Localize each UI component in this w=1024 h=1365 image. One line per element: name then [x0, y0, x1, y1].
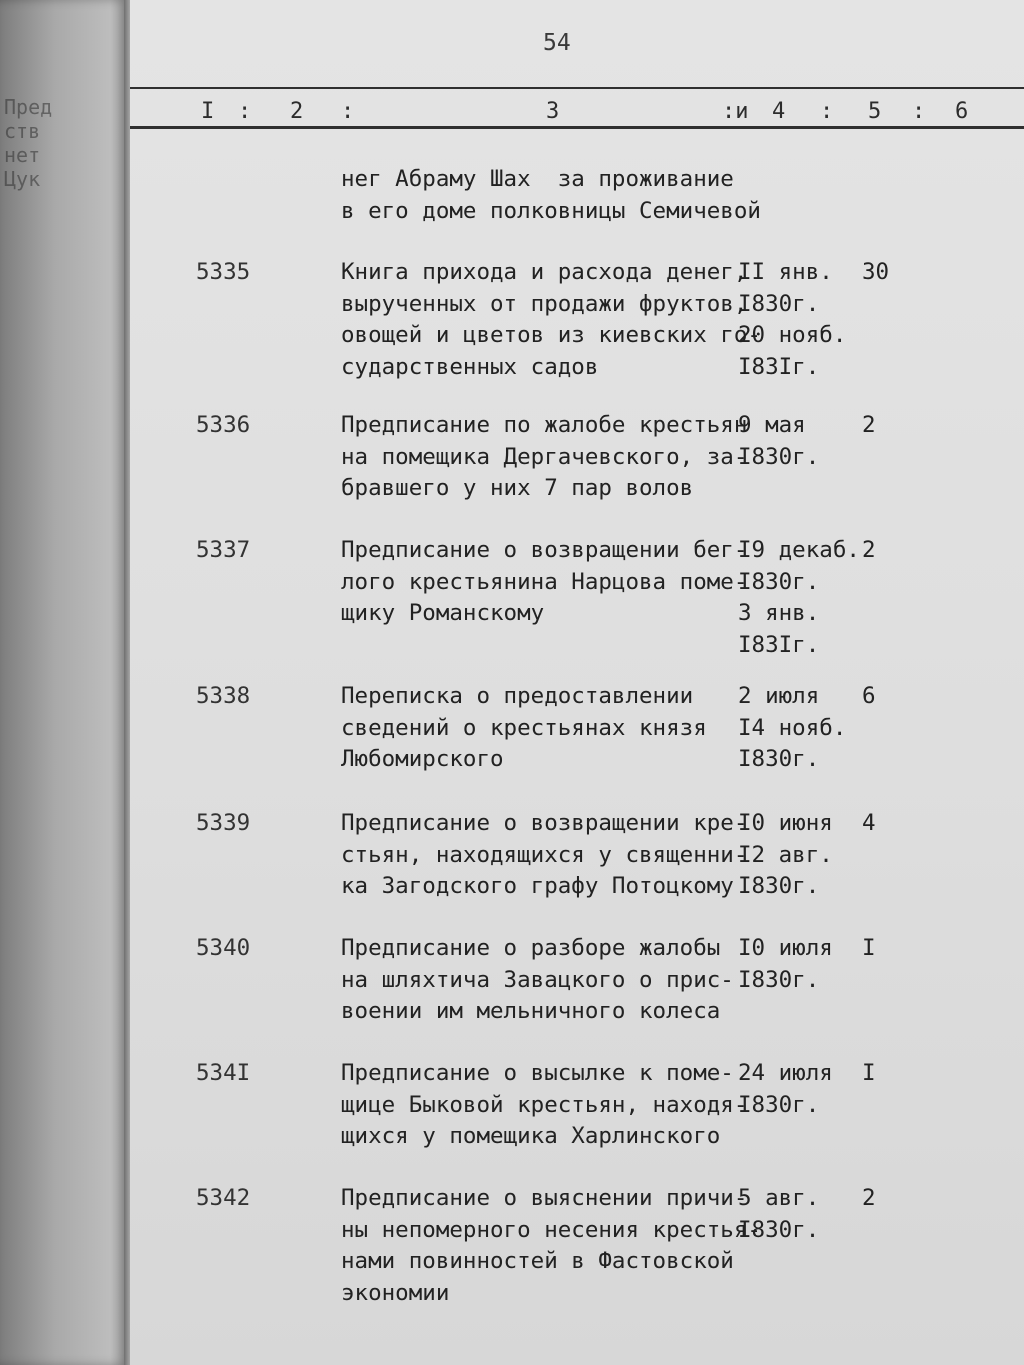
description-line: овощей и цветов из киевских го-	[341, 322, 761, 348]
entry-dates	[738, 808, 858, 903]
description-line: Предписание по жалобе крестьян	[341, 412, 748, 438]
date-line: 5 авг.	[738, 1185, 820, 1211]
column-header-separator: :	[912, 99, 926, 124]
adjacent-page-bleed: Пред ств нет Цук	[4, 95, 53, 191]
column-header-3: 3	[546, 99, 560, 124]
entry-number: 5339	[196, 810, 251, 836]
entry-number: 534I	[196, 1060, 251, 1086]
entry-dates	[738, 535, 858, 661]
entry-dates	[738, 933, 858, 996]
description-line: щице Быковой крестьян, находя-	[341, 1091, 748, 1118]
description-line: стьян, находящихся у священни-	[341, 841, 748, 868]
date-line: I0 июля	[738, 935, 833, 961]
date-line: II янв.	[738, 259, 833, 285]
date-line: I830г.	[738, 873, 820, 899]
description-line: бравшего у них 7 пар волов	[341, 475, 694, 501]
column-header-separator: :	[341, 99, 355, 124]
date-line: I830г.	[738, 746, 820, 772]
description-line: Предписание о возвращении бег-	[341, 537, 748, 563]
date-line: I830г.	[738, 1091, 820, 1118]
entry-description	[341, 808, 748, 903]
description-line: Предписание о разборе жалобы	[341, 935, 721, 961]
column-header-separator: :	[820, 99, 834, 124]
description-line: Предписание о высылке к поме-	[341, 1060, 734, 1086]
column-header-5: 5	[868, 99, 882, 124]
description-line: ны непомерного несения крестья-	[341, 1216, 761, 1243]
entry-sheet-count: I	[862, 1060, 876, 1086]
description-line: сведений о крестьянах князя	[341, 714, 707, 741]
entry-dates	[738, 257, 858, 383]
description-line: вырученных от продажи фруктов,	[341, 290, 748, 317]
entry-description	[341, 1183, 761, 1309]
date-line: I830г.	[738, 568, 820, 595]
entry-description	[341, 257, 761, 383]
description-line: Переписка о предоставлении	[341, 683, 694, 709]
column-header-2: 2	[290, 99, 304, 124]
date-line: I83Iг.	[738, 631, 820, 658]
entry-description	[341, 410, 748, 505]
entry-sheet-count: 4	[862, 810, 876, 836]
entry-dates	[738, 1058, 858, 1121]
description-line: щихся у помещика Харлинского	[341, 1123, 721, 1149]
adjacent-page-edge	[0, 0, 128, 1365]
entry-dates	[738, 681, 858, 776]
header-rule-top	[130, 87, 1024, 89]
date-line: I9 декаб.	[738, 537, 860, 563]
entry-sheet-count: 6	[862, 683, 876, 709]
column-header-4: 4	[772, 99, 786, 124]
description-line: в его доме полковницы Семичевой	[341, 197, 761, 224]
entry-number: 5340	[196, 935, 251, 961]
description-line: Любомирского	[341, 746, 504, 772]
entry-number: 5342	[196, 1185, 251, 1211]
date-line: I830г.	[738, 1216, 820, 1243]
entry-sheet-count: 2	[862, 412, 876, 438]
header-rule-bottom	[130, 126, 1024, 129]
description-line: Предписание о возвращении кре-	[341, 810, 748, 836]
entry-number: 5338	[196, 683, 251, 709]
date-line: I830г.	[738, 290, 820, 317]
entry-number: 5336	[196, 412, 251, 438]
entry-dates	[738, 410, 858, 473]
column-header-6: 6	[955, 99, 969, 124]
entry-description	[341, 1058, 748, 1153]
entry-sheet-count: 30	[862, 259, 890, 285]
entry-description	[341, 933, 741, 1028]
entry-dates	[738, 1183, 858, 1246]
date-line: I2 авг.	[738, 841, 833, 868]
date-line: I0 июня	[738, 810, 833, 836]
description-line: нег Абраму Шах за проживание	[341, 166, 734, 192]
description-line: на шляхтича Завацкого о прис-	[341, 966, 734, 993]
entry-sheet-count: 2	[862, 537, 876, 563]
description-line: щику Романскому	[341, 600, 545, 626]
entry-sheet-count: I	[862, 935, 876, 961]
entry-description	[341, 164, 761, 227]
date-line: 2 июля	[738, 683, 820, 709]
date-line: I83Iг.	[738, 353, 820, 380]
entry-description	[341, 535, 748, 630]
entry-sheet-count: 2	[862, 1185, 876, 1211]
date-line: I830г.	[738, 443, 820, 470]
date-line: I830г.	[738, 966, 820, 993]
date-line: 3 янв.	[738, 600, 820, 626]
entry-number: 5337	[196, 537, 251, 563]
date-line: I4 нояб.	[738, 714, 847, 741]
description-line: Книга прихода и расхода денег,	[341, 259, 748, 285]
entry-number: 5335	[196, 259, 251, 285]
date-line: 9 мая	[738, 412, 806, 438]
description-line: лого крестьянина Нарцова поме-	[341, 568, 748, 595]
column-header-separator: :и	[722, 99, 749, 124]
column-header-1: I	[201, 99, 215, 124]
description-line: ка Загодского графу Потоцкому	[341, 873, 734, 899]
column-header-separator: :	[238, 99, 252, 124]
description-line: экономии	[341, 1279, 450, 1306]
description-line: сударственных садов	[341, 353, 599, 380]
entry-description	[341, 681, 741, 776]
description-line: на помещика Дергачевского, за-	[341, 443, 748, 470]
description-line: Предписание о выяснении причи-	[341, 1185, 748, 1211]
date-line: 20 нояб.	[738, 322, 847, 348]
date-line: 24 июля	[738, 1060, 833, 1086]
description-line: нами повинностей в Фастовской	[341, 1248, 734, 1274]
description-line: воении им мельничного колеса	[341, 998, 721, 1024]
page-number: 54	[543, 30, 571, 56]
